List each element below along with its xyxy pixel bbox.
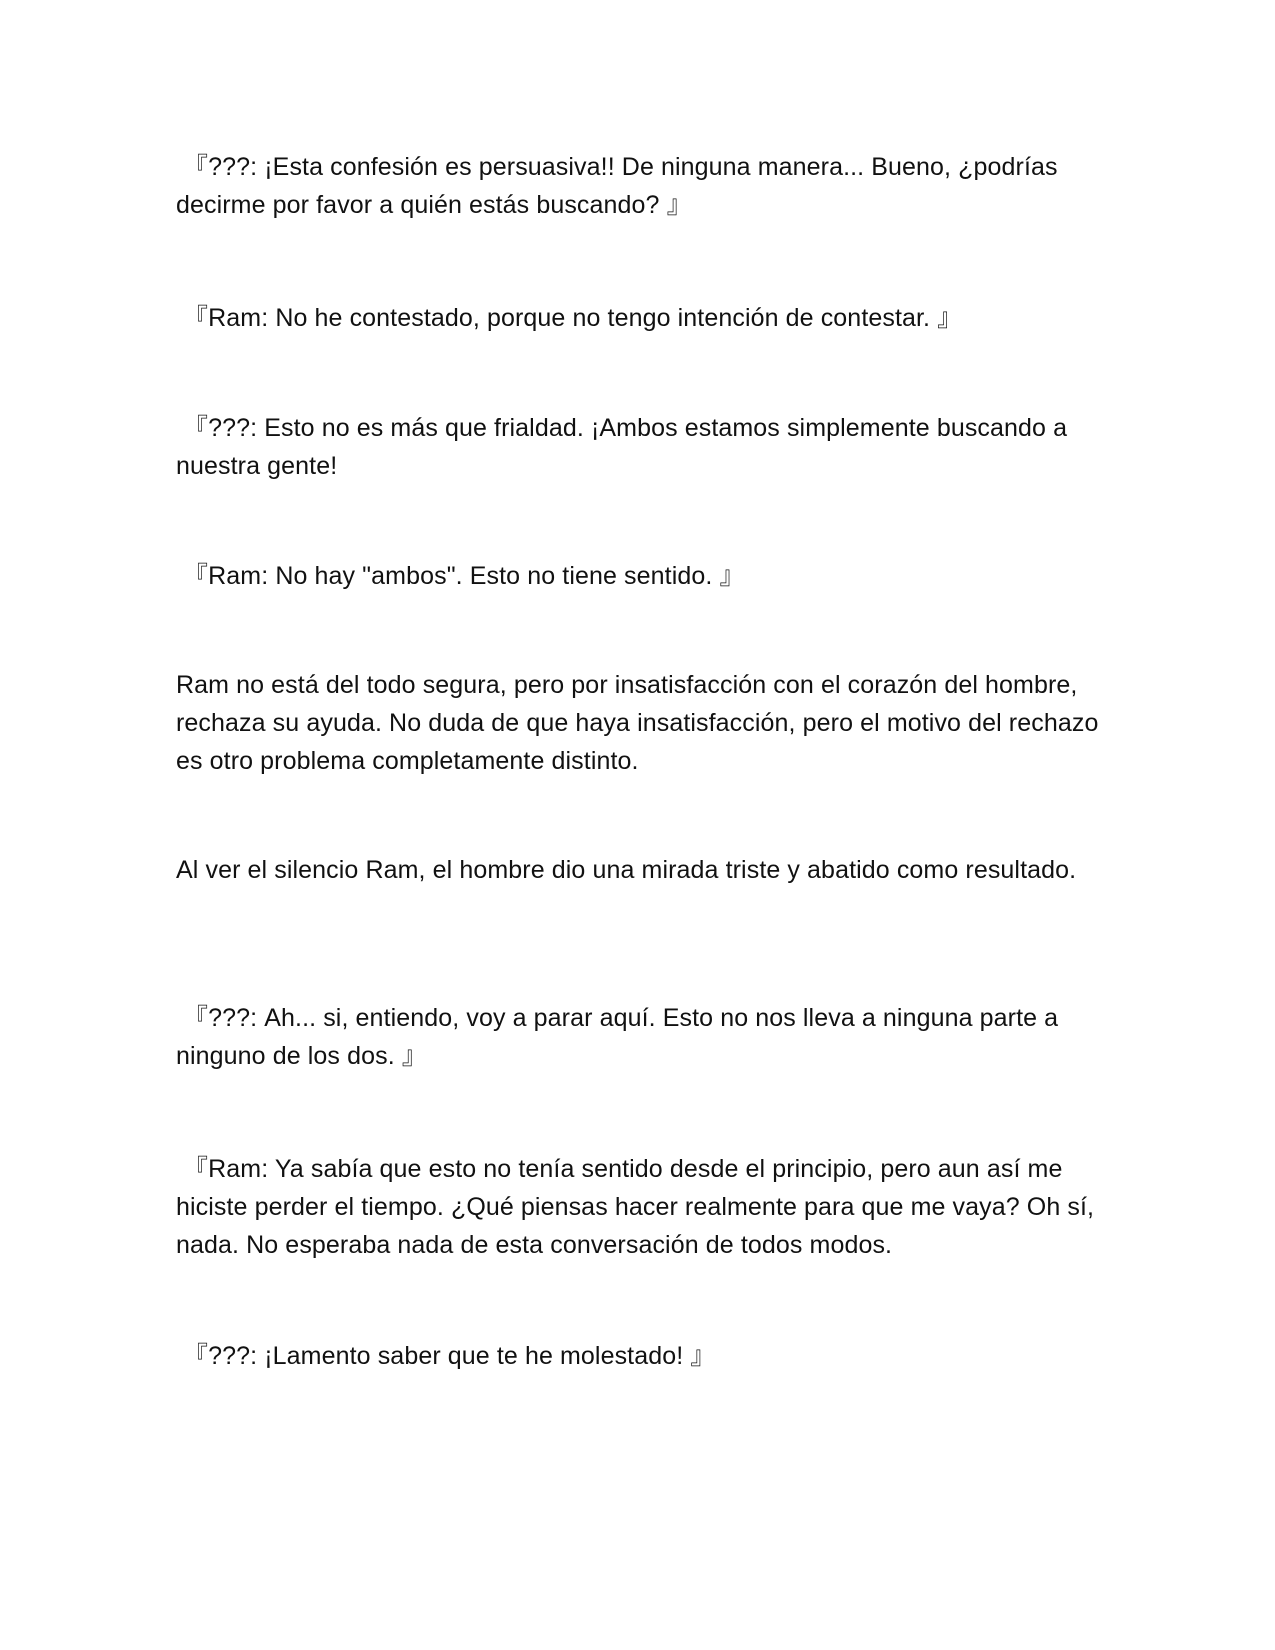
dialogue-paragraph: 『Ram: No hay "ambos". Esto no tiene sentido. 』 (176, 562, 745, 590)
narration-paragraph: Ram no está del todo segura, pero por insatisfacción con el corazón del hombre, rechaza su ayuda. No duda de que haya insatisfacción, pero el motivo del rechazo es otro problema completamente distinto. (176, 671, 1099, 775)
dialogue-paragraph: 『Ram: Ya sabía que esto no tenía sentido desde el principio, pero aun así me hiciste perder el tiempo. ¿Qué piensas hacer realmente para que me vaya? Oh sí, nada. No esperaba nada de esta conversación de todos modos. (176, 1155, 1095, 1259)
dialogue-paragraph: 『???: Ah... si, entiendo, voy a parar aquí. Esto no nos lleva a ninguna parte a ninguno de los dos. 』 (176, 1004, 1059, 1070)
narration-paragraph: Al ver el silencio Ram, el hombre dio una mirada triste y abatido como resultado. (176, 856, 1077, 884)
dialogue-paragraph: 『???: ¡Esta confesión es persuasiva!! De ninguna manera... Bueno, ¿podrías decirme por favor a quién estás buscando? 』 (176, 153, 1058, 219)
dialogue-paragraph: 『Ram: No he contestado, porque no tengo intención de contestar. 』 (176, 304, 963, 332)
dialogue-paragraph: 『???: ¡Lamento saber que te he molestado! 』 (176, 1342, 716, 1370)
dialogue-paragraph: 『???: Esto no es más que frialdad. ¡Ambos estamos simplemente buscando a nuestra gente! (176, 414, 1068, 480)
